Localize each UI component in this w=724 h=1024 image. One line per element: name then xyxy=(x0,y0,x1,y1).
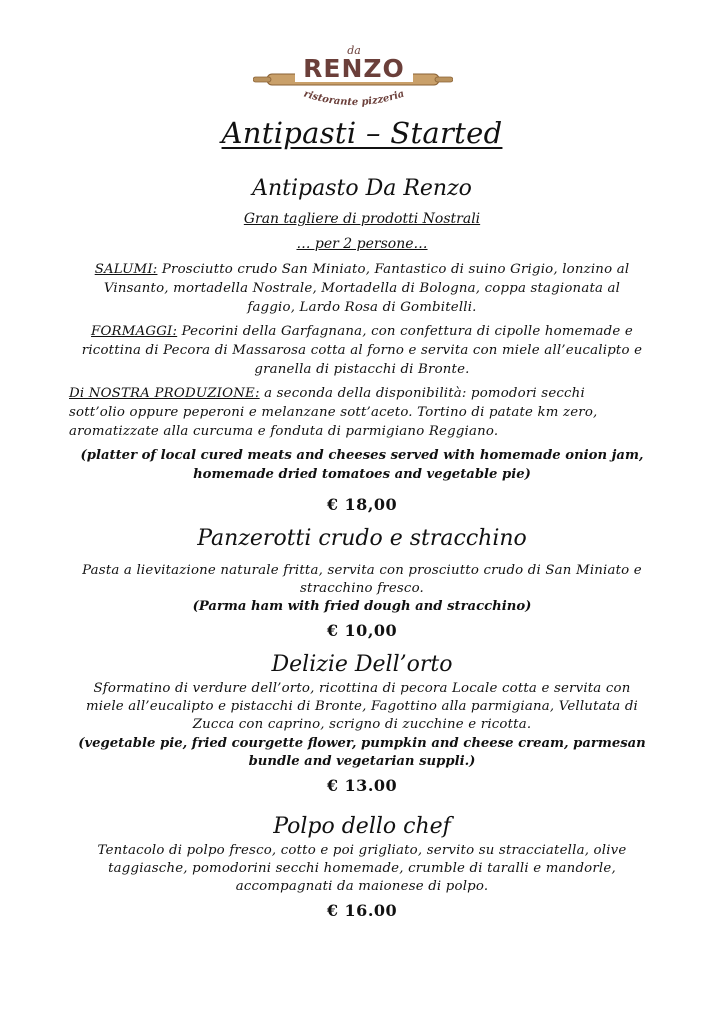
english-line-2: bundle and vegetarian suppli.) xyxy=(248,754,476,769)
svg-text:ristorante pizzeria xyxy=(302,88,406,108)
english-line: (Parma ham with fried dough and stracchino) xyxy=(192,599,532,614)
dish-desc-line-2: taggiasche, pomodorini secchi homemade, crumble di taralli e mandorle, xyxy=(108,861,616,876)
formaggi-label: FORMAGGI: xyxy=(91,324,178,339)
salumi-label: SALUMI: xyxy=(94,262,158,277)
dish-title: Delizie Dell’orto xyxy=(271,652,453,677)
dish-serving: … per 2 persone… xyxy=(296,236,428,252)
dish-desc-line-2: stracchino fresco. xyxy=(300,581,424,596)
dish-title: Panzerotti crudo e stracchino xyxy=(197,526,527,551)
salumi-text: Prosciutto crudo San Miniato, Fantastico di suino Grigio, lonzino al xyxy=(157,262,630,277)
dish-desc-line-1: Tentacolo di polpo fresco, cotto e poi grigliato, servito su stracciatella, olive xyxy=(97,843,627,858)
salumi-line-3: faggio, Lardo Rosa di Gombitelli. xyxy=(247,300,477,315)
salumi-line-1 xyxy=(0,260,724,279)
logo-prefix: da xyxy=(347,44,361,57)
formaggi-text: Pecorini della Garfagnana, con confettura di cipolle homemade e xyxy=(177,324,633,339)
dish-desc-line-3: accompagnati da maionese di polpo. xyxy=(235,879,489,894)
logo-name: RENZO xyxy=(303,54,405,83)
dish-subtitle: Gran tagliere di prodotti Nostrali xyxy=(243,211,481,227)
dish-desc-line-3: Zucca con caprino, scrigno di zucchine e ricotta. xyxy=(192,717,532,732)
restaurant-logo xyxy=(253,44,453,118)
formaggi-line-2: ricottina di Pecora di Massarosa cotta al forno e servita con miele all’eucalipto e xyxy=(81,343,643,358)
logo-tagline: ristorante pizzeria xyxy=(302,88,406,109)
english-line-1: (vegetable pie, fried courgette flower, pumpkin and cheese cream, parmesan xyxy=(78,736,646,751)
dish-desc-line-2: miele all’eucalipto e pistacchi di Bronte, Fagottino alla parmigiana, Vellutata di xyxy=(85,699,639,714)
dish-price: € 18,00 xyxy=(326,495,398,514)
section-title: Antipasti – Started xyxy=(221,116,503,150)
salumi-line-2: Vinsanto, mortadella Nostrale, Mortadella di Bologna, coppa stagionata al xyxy=(103,281,621,296)
dish-price: € 10,00 xyxy=(326,621,398,640)
english-line-2: homemade dried tomatoes and vegetable pie) xyxy=(193,467,531,482)
dish-price: € 16.00 xyxy=(326,901,398,920)
formaggi-line-3: granella di pistacchi di Bronte. xyxy=(254,362,470,377)
dish-desc-line-1: Pasta a lievitazione naturale fritta, servita con prosciutto crudo di San Miniato e xyxy=(82,563,642,578)
produzione-label: Di NOSTRA PRODUZIONE: xyxy=(69,386,260,401)
dish-title: Polpo dello chef xyxy=(273,814,451,839)
dish-price: € 13.00 xyxy=(326,776,398,795)
dish-desc-line-1: Sformatino di verdure dell’orto, ricottina di pecora Locale cotta e servita con xyxy=(93,681,631,696)
produzione-line-1 xyxy=(69,384,689,403)
produzione-text: a seconda della disponibilità: pomodori secchi xyxy=(259,386,585,401)
produzione-line-3: aromatizzate alla curcuma e fonduta di parmigiano Reggiano. xyxy=(69,424,499,439)
english-line-1: (platter of local cured meats and cheeses served with homemade onion jam, xyxy=(80,448,644,463)
dish-title: Antipasto Da Renzo xyxy=(252,176,472,201)
formaggi-line-1 xyxy=(0,322,724,341)
produzione-line-2: sott’olio oppure peperoni e melanzane sott’aceto. Tortino di patate km zero, xyxy=(69,405,598,420)
